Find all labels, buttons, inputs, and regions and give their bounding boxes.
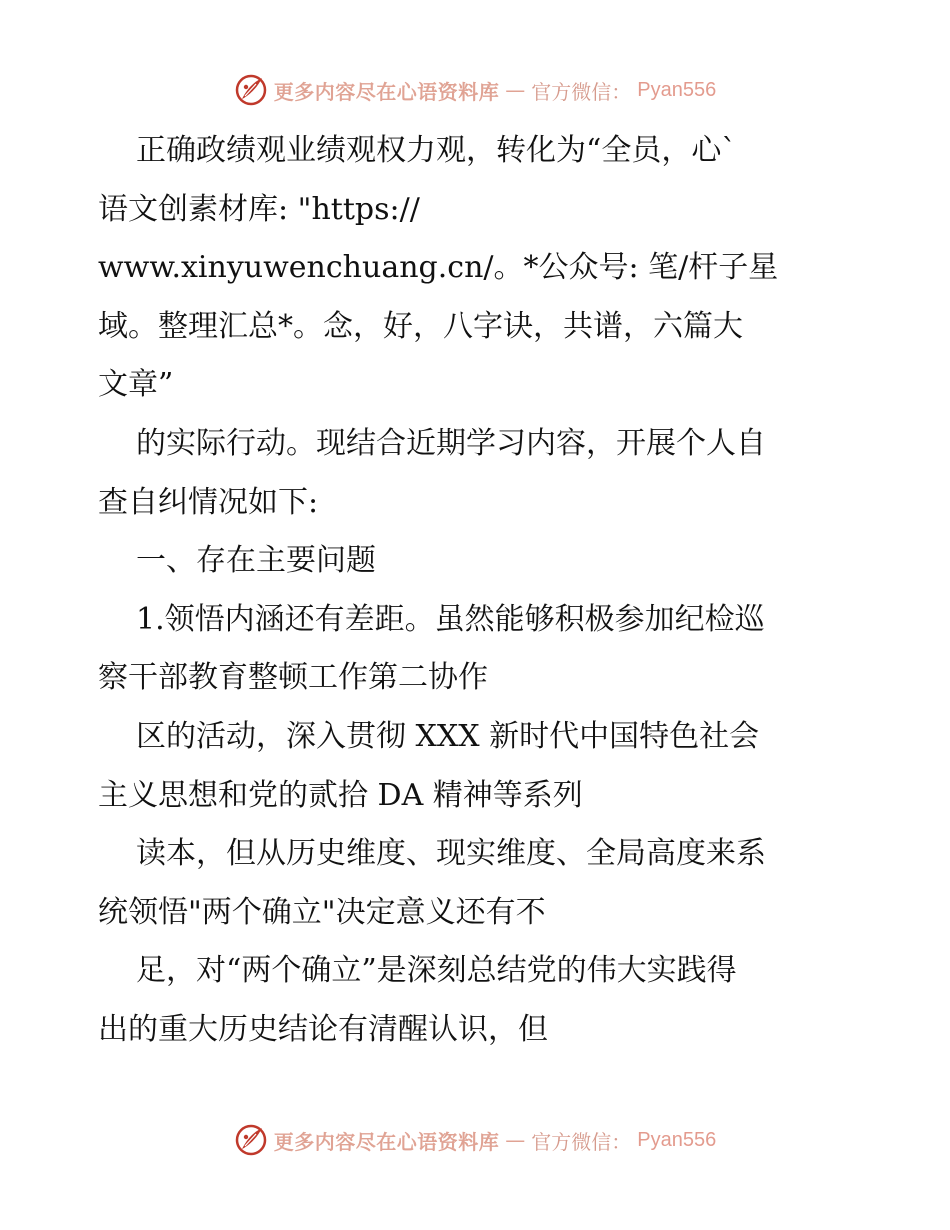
banner-dash: — — [505, 1128, 526, 1152]
body-line: 区的活动，深入贯彻 XXX 新时代中国特色社会 — [136, 718, 760, 754]
header-banner — [0, 70, 950, 110]
banner-official-label: 官方微信： — [531, 79, 632, 104]
quill-pen-circle-icon — [234, 73, 268, 107]
body-line: www.xinyuwenchuang.cn/。*公众号: 笔/杆子星 — [98, 250, 779, 286]
footer-banner — [0, 1120, 950, 1160]
banner-brand-text: 更多内容尽在心语资料库 — [273, 79, 500, 104]
body-line: 语文创素材库: "https:// — [98, 191, 420, 227]
quill-pen-circle-icon — [234, 1123, 268, 1157]
banner-wechat-id: Pyan556 — [637, 1128, 717, 1151]
body-line: 域。整理汇总*。念，好，八字诀，共谱，六篇大 — [98, 308, 743, 344]
body-line: 的实际行动。现结合近期学习内容，开展个人自 — [136, 425, 766, 461]
body-line: 足，对“两个确立”是深刻总结党的伟大实践得 — [136, 953, 737, 989]
banner-official-label: 官方微信： — [531, 1129, 632, 1154]
body-line: 1.领悟内涵还有差距。虽然能够积极参加纪检巡 — [136, 601, 765, 637]
body-line: 查自纠情况如下: — [98, 484, 319, 520]
body-line: 统领悟"两个确立"决定意义还有不 — [98, 894, 546, 930]
body-line: 正确政绩观业绩观权力观，转化为“全员，心` — [136, 133, 737, 168]
body-line: 主义思想和党的贰拾 DA 精神等系列 — [98, 777, 583, 813]
banner-dash: — — [505, 78, 526, 102]
banner-brand-text: 更多内容尽在心语资料库 — [273, 1129, 500, 1154]
banner-wechat-id: Pyan556 — [637, 78, 717, 101]
section-heading: 一、存在主要问题 — [136, 543, 376, 579]
body-line: 文章” — [98, 367, 174, 403]
body-text — [98, 122, 858, 1060]
body-line: 察干部教育整顿工作第二协作 — [98, 660, 488, 696]
body-line: 读本，但从历史维度、现实维度、全局高度来系 — [136, 836, 766, 872]
body-line: 出的重大历史结论有清醒认识，但 — [98, 1011, 548, 1047]
